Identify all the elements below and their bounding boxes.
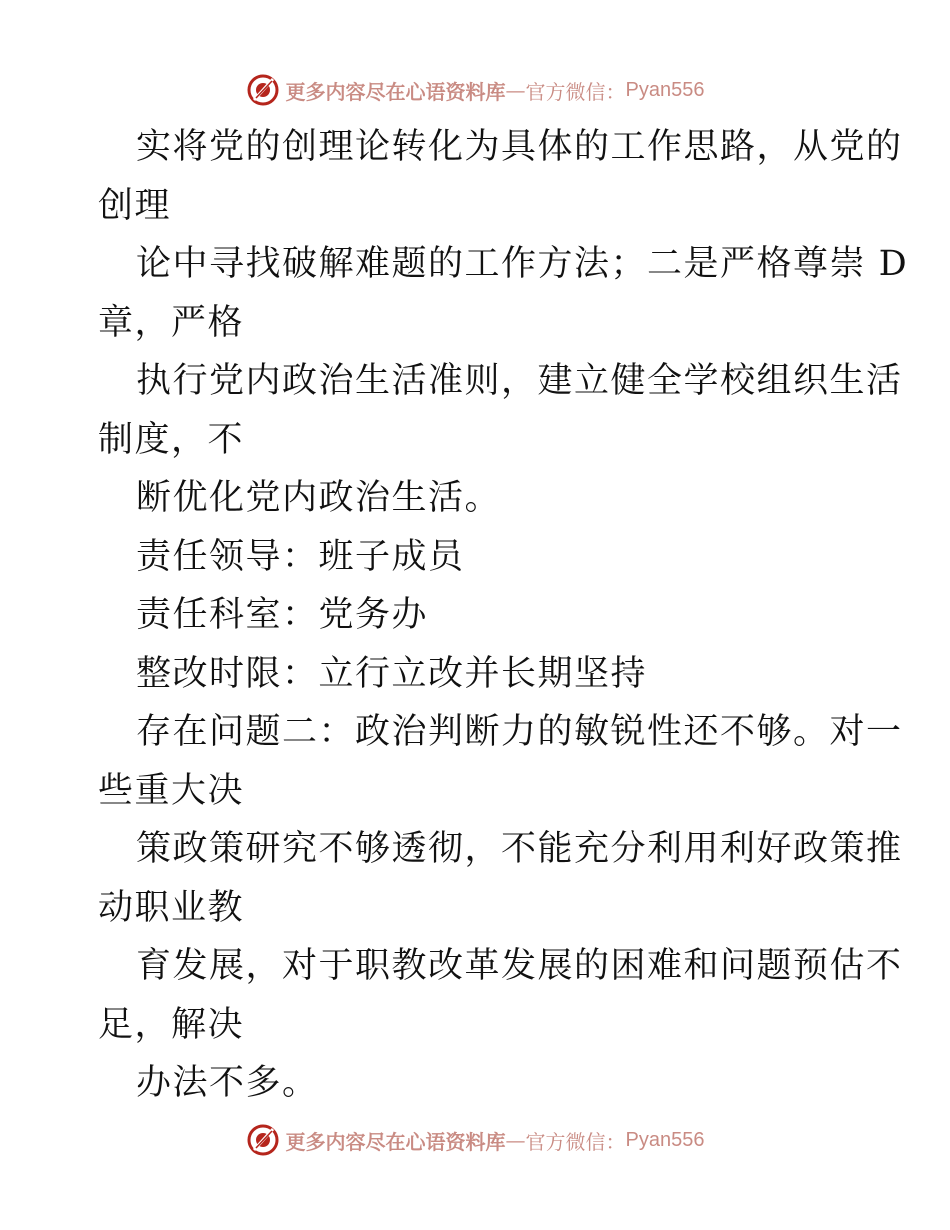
text-line: 足，解决	[98, 1004, 245, 1045]
banner-title: 更多内容尽在心语资料库	[285, 79, 506, 104]
text-line: 创理	[98, 185, 172, 226]
text-line: 育发展，对于职教改革发展的困难和问题预估不	[136, 946, 903, 986]
responsible-office-line: 责任科室：党务办	[136, 595, 429, 635]
deadline-line: 整改时限：立行立改并长期坚持	[136, 653, 648, 694]
banner-dash: —	[505, 1128, 526, 1152]
text-line: 动职业教	[98, 887, 245, 928]
text-line: 实将党的创理论转化为具体的工作思路，从党的	[136, 127, 903, 167]
text-line: 些重大决	[98, 770, 245, 811]
banner-wechat-id: Pyan556	[625, 78, 705, 101]
banner-wechat-label: 官方微信：	[525, 1129, 626, 1154]
banner-wechat-label: 官方微信：	[525, 79, 626, 104]
problem-two-line: 存在问题二：政治判断力的敏锐性还不够。对一	[136, 712, 903, 752]
text-line: 断优化党内政治生活。	[136, 478, 502, 518]
header-watermark-banner	[0, 70, 950, 110]
banner-dash: —	[505, 78, 526, 102]
banner-title: 更多内容尽在心语资料库	[285, 1129, 506, 1154]
text-line: 办法不多。	[136, 1063, 319, 1103]
footer-watermark-banner	[0, 1120, 950, 1160]
banner-wechat-id: Pyan556	[625, 1128, 705, 1151]
text-line: 章，严格	[98, 302, 245, 343]
text-line: 执行党内政治生活准则，建立健全学校组织生活	[136, 361, 903, 401]
text-line: 制度，不	[98, 419, 245, 460]
responsible-leader-line: 责任领导：班子成员	[136, 536, 465, 577]
logo-icon	[246, 73, 280, 107]
text-line: 策政策研究不够透彻，不能充分利用利好政策推	[136, 829, 903, 869]
document-body	[98, 118, 909, 1113]
logo-icon	[246, 1123, 280, 1157]
text-line: 论中寻找破解难题的工作方法；二是严格尊崇 D	[136, 244, 909, 284]
